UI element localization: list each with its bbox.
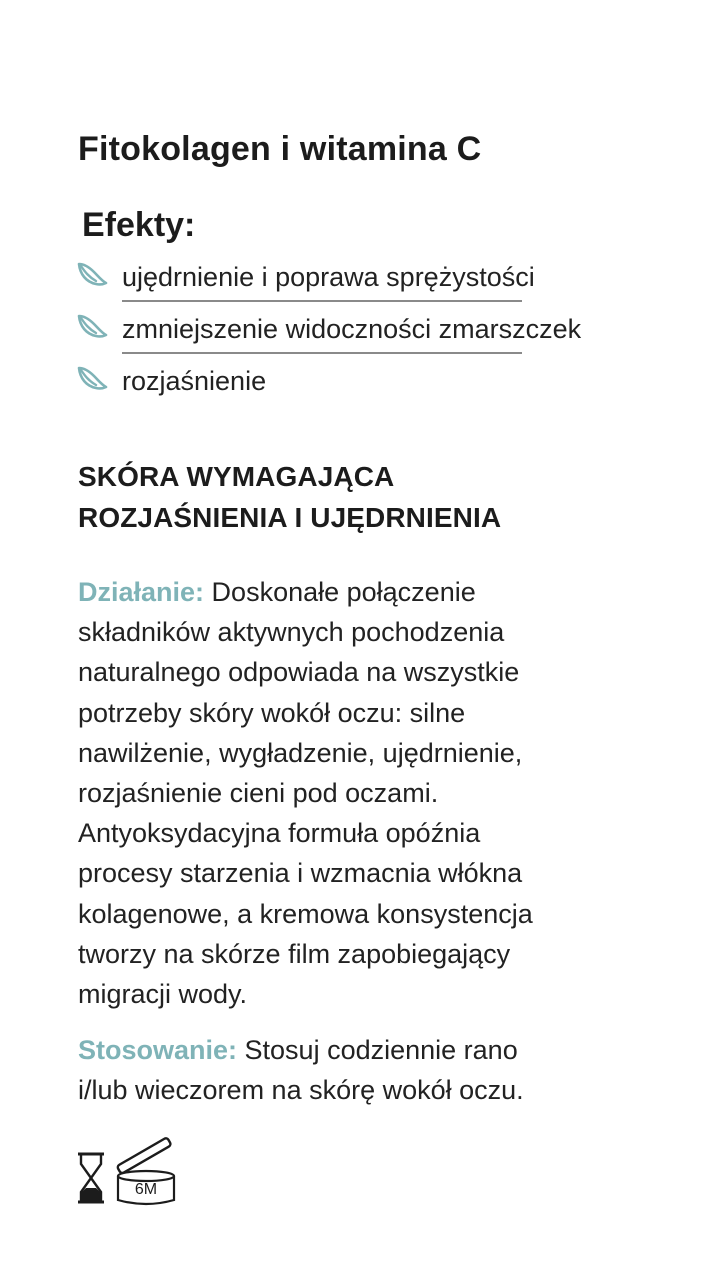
effect-text: rozjaśnienie: [122, 366, 267, 396]
action-line: procesy starzenia i wzmacnia włókna: [78, 858, 523, 889]
effects-list: [76, 258, 581, 414]
list-item: [76, 258, 581, 310]
list-item: [76, 362, 581, 414]
divider: [122, 352, 522, 354]
usage-label: Stosowanie:: [78, 1035, 238, 1065]
usage-paragraph: [78, 1030, 658, 1110]
usage-line: i/lub wieczorem na skórę wokół oczu.: [78, 1075, 524, 1105]
packaging-symbols: [76, 1134, 186, 1210]
leaf-icon: [76, 260, 108, 290]
action-line: kolagenowe, a kremowa konsystencja: [78, 898, 533, 929]
action-line: składników aktywnych pochodzenia: [78, 617, 505, 648]
usage-line: [78, 1030, 658, 1070]
action-paragraph: [78, 572, 638, 1014]
action-line: [78, 572, 638, 612]
divider: [122, 300, 522, 302]
effect-text: zmniejszenie widoczności zmarszczek: [122, 314, 582, 344]
usage-text: Stosuj codziennie rano: [237, 1035, 518, 1065]
pao-label: 6M: [134, 1181, 158, 1198]
action-line: rozjaśnienie cieni pod oczami.: [78, 778, 439, 809]
leaf-icon: [76, 364, 108, 394]
action-line: tworzy na skórze film zapobiegający: [78, 938, 511, 969]
action-line: Antyoksydacyjna formuła opóźnia: [78, 818, 481, 849]
action-line: potrzeby skóry wokół oczu: silne: [78, 697, 466, 728]
skin-type-line: SKÓRA WYMAGAJĄCA: [78, 461, 395, 492]
action-line: naturalnego odpowiada na wszystkie: [78, 657, 520, 688]
leaf-icon: [76, 312, 108, 342]
action-label: Działanie:: [78, 577, 205, 607]
action-text: Doskonałe połączenie: [204, 577, 476, 607]
list-item: [76, 310, 581, 362]
skin-type-line: ROZJAŚNIENIA I UJĘDRNIENIA: [78, 502, 502, 533]
action-line: nawilżenie, wygładzenie, ujędrnienie,: [78, 737, 523, 768]
skin-type-heading: [78, 456, 501, 538]
product-title: Fitokolagen i witamina C: [78, 130, 482, 168]
effect-text: ujędrnienie i poprawa sprężystości: [122, 262, 535, 292]
action-line: migracji wody.: [78, 979, 248, 1010]
hourglass-icon: [76, 1152, 106, 1204]
effects-heading: Efekty:: [82, 206, 196, 244]
